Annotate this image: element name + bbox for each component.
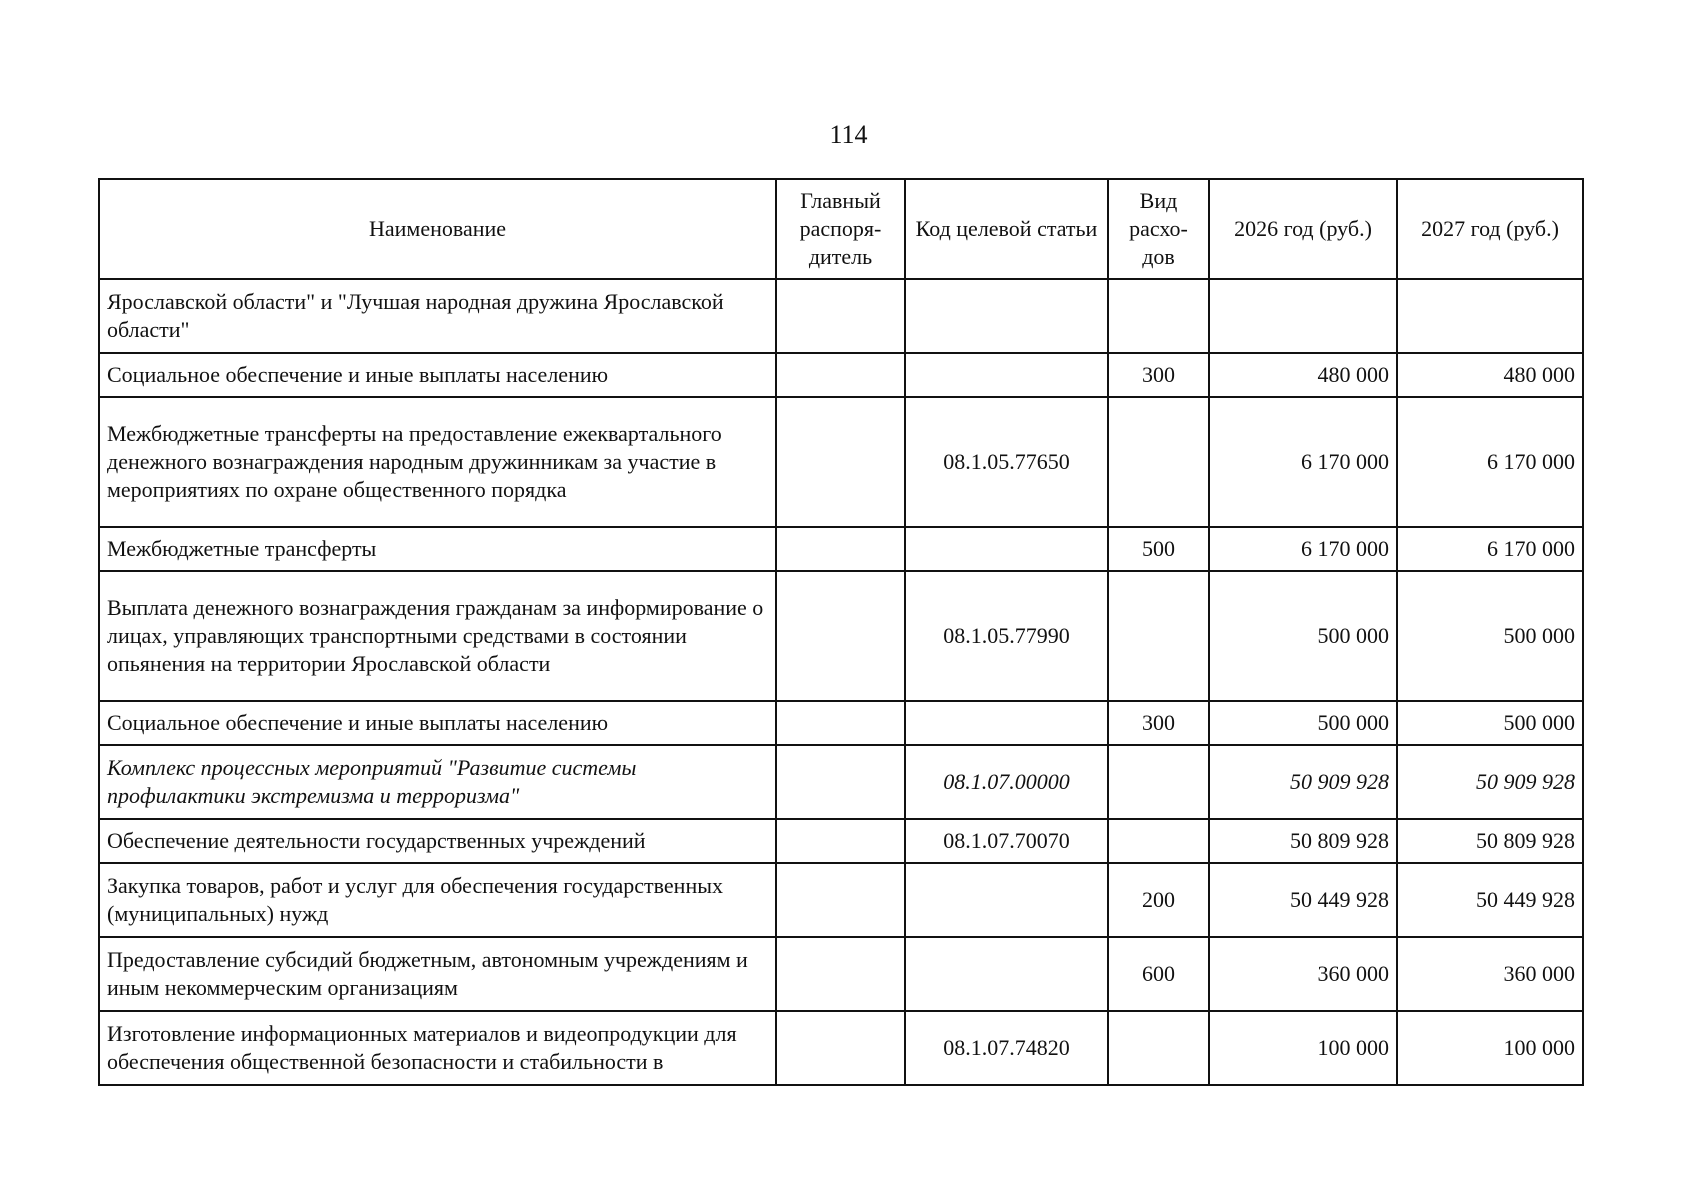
row-kind: 500 <box>1108 527 1209 571</box>
row-amount-2026: 50 909 928 <box>1209 745 1397 819</box>
row-amount-2027 <box>1397 279 1583 353</box>
row-name: Социальное обеспечение и иные выплаты населению <box>99 353 776 397</box>
row-code: 08.1.05.77650 <box>905 397 1108 527</box>
row-kind: 600 <box>1108 937 1209 1011</box>
row-code <box>905 353 1108 397</box>
row-name: Обеспечение деятельности государственных учреждений <box>99 819 776 863</box>
row-kind <box>1108 279 1209 353</box>
header-code: Код целевой статьи <box>905 179 1108 279</box>
row-name: Изготовление информационных материалов и видеопродукции для обеспечения общественной безопасности и стабильности в <box>99 1011 776 1085</box>
row-kind <box>1108 397 1209 527</box>
row-manager <box>776 571 905 701</box>
table-row <box>99 937 1583 1011</box>
row-code <box>905 701 1108 745</box>
row-kind: 300 <box>1108 353 1209 397</box>
table-row <box>99 353 1583 397</box>
budget-table <box>98 178 1584 1086</box>
row-manager <box>776 527 905 571</box>
row-amount-2026: 100 000 <box>1209 1011 1397 1085</box>
row-code <box>905 527 1108 571</box>
row-kind <box>1108 571 1209 701</box>
row-amount-2026: 480 000 <box>1209 353 1397 397</box>
table-row <box>99 397 1583 527</box>
row-amount-2026 <box>1209 279 1397 353</box>
row-manager <box>776 279 905 353</box>
row-amount-2027: 50 449 928 <box>1397 863 1583 937</box>
header-2026: 2026 год (руб.) <box>1209 179 1397 279</box>
row-name: Закупка товаров, работ и услуг для обеспечения государственных (муниципальных) нужд <box>99 863 776 937</box>
row-manager <box>776 863 905 937</box>
row-amount-2027: 100 000 <box>1397 1011 1583 1085</box>
row-name: Ярославской области" и "Лучшая народная дружина Ярославской области" <box>99 279 776 353</box>
row-amount-2026: 360 000 <box>1209 937 1397 1011</box>
row-code: 08.1.07.74820 <box>905 1011 1108 1085</box>
table-row <box>99 745 1583 819</box>
table-row <box>99 279 1583 353</box>
row-manager <box>776 701 905 745</box>
header-2027: 2027 год (руб.) <box>1397 179 1583 279</box>
row-manager <box>776 745 905 819</box>
row-name: Предоставление субсидий бюджетным, автономным учреждениям и иным некоммерческим организациям <box>99 937 776 1011</box>
table-header-row <box>99 179 1583 279</box>
row-kind <box>1108 745 1209 819</box>
row-amount-2027: 500 000 <box>1397 701 1583 745</box>
row-manager <box>776 1011 905 1085</box>
row-code <box>905 937 1108 1011</box>
row-amount-2027: 6 170 000 <box>1397 397 1583 527</box>
row-amount-2026: 500 000 <box>1209 571 1397 701</box>
row-kind: 200 <box>1108 863 1209 937</box>
row-amount-2027: 480 000 <box>1397 353 1583 397</box>
row-name: Межбюджетные трансферты <box>99 527 776 571</box>
row-amount-2027: 6 170 000 <box>1397 527 1583 571</box>
header-name: Наименование <box>99 179 776 279</box>
row-manager <box>776 819 905 863</box>
row-amount-2027: 360 000 <box>1397 937 1583 1011</box>
row-name: Выплата денежного вознаграждения гражданам за информирование о лицах, управляющих транспортными средствами в состоянии опьянения на территории Ярославской области <box>99 571 776 701</box>
table-row <box>99 527 1583 571</box>
row-amount-2026: 500 000 <box>1209 701 1397 745</box>
row-code: 08.1.05.77990 <box>905 571 1108 701</box>
row-kind: 300 <box>1108 701 1209 745</box>
row-name: Социальное обеспечение и иные выплаты населению <box>99 701 776 745</box>
table-row <box>99 819 1583 863</box>
table-row <box>99 701 1583 745</box>
row-code <box>905 279 1108 353</box>
row-name: Комплекс процессных мероприятий "Развитие системы профилактики экстремизма и терроризма" <box>99 745 776 819</box>
table-row <box>99 863 1583 937</box>
page-number: 114 <box>829 120 868 149</box>
row-code: 08.1.07.00000 <box>905 745 1108 819</box>
row-kind <box>1108 819 1209 863</box>
row-manager <box>776 397 905 527</box>
row-amount-2026: 6 170 000 <box>1209 397 1397 527</box>
row-code <box>905 863 1108 937</box>
header-kind: Вид расхо-дов <box>1108 179 1209 279</box>
row-manager <box>776 937 905 1011</box>
header-manager: Главный распоря-дитель <box>776 179 905 279</box>
row-amount-2026: 6 170 000 <box>1209 527 1397 571</box>
row-amount-2026: 50 809 928 <box>1209 819 1397 863</box>
row-name: Межбюджетные трансферты на предоставление ежеквартального денежного вознаграждения народным дружинникам за участие в мероприятиях по охране общественного порядка <box>99 397 776 527</box>
table-row <box>99 571 1583 701</box>
row-amount-2027: 500 000 <box>1397 571 1583 701</box>
row-amount-2027: 50 809 928 <box>1397 819 1583 863</box>
row-kind <box>1108 1011 1209 1085</box>
row-amount-2026: 50 449 928 <box>1209 863 1397 937</box>
row-code: 08.1.07.70070 <box>905 819 1108 863</box>
row-amount-2027: 50 909 928 <box>1397 745 1583 819</box>
table-row <box>99 1011 1583 1085</box>
row-manager <box>776 353 905 397</box>
